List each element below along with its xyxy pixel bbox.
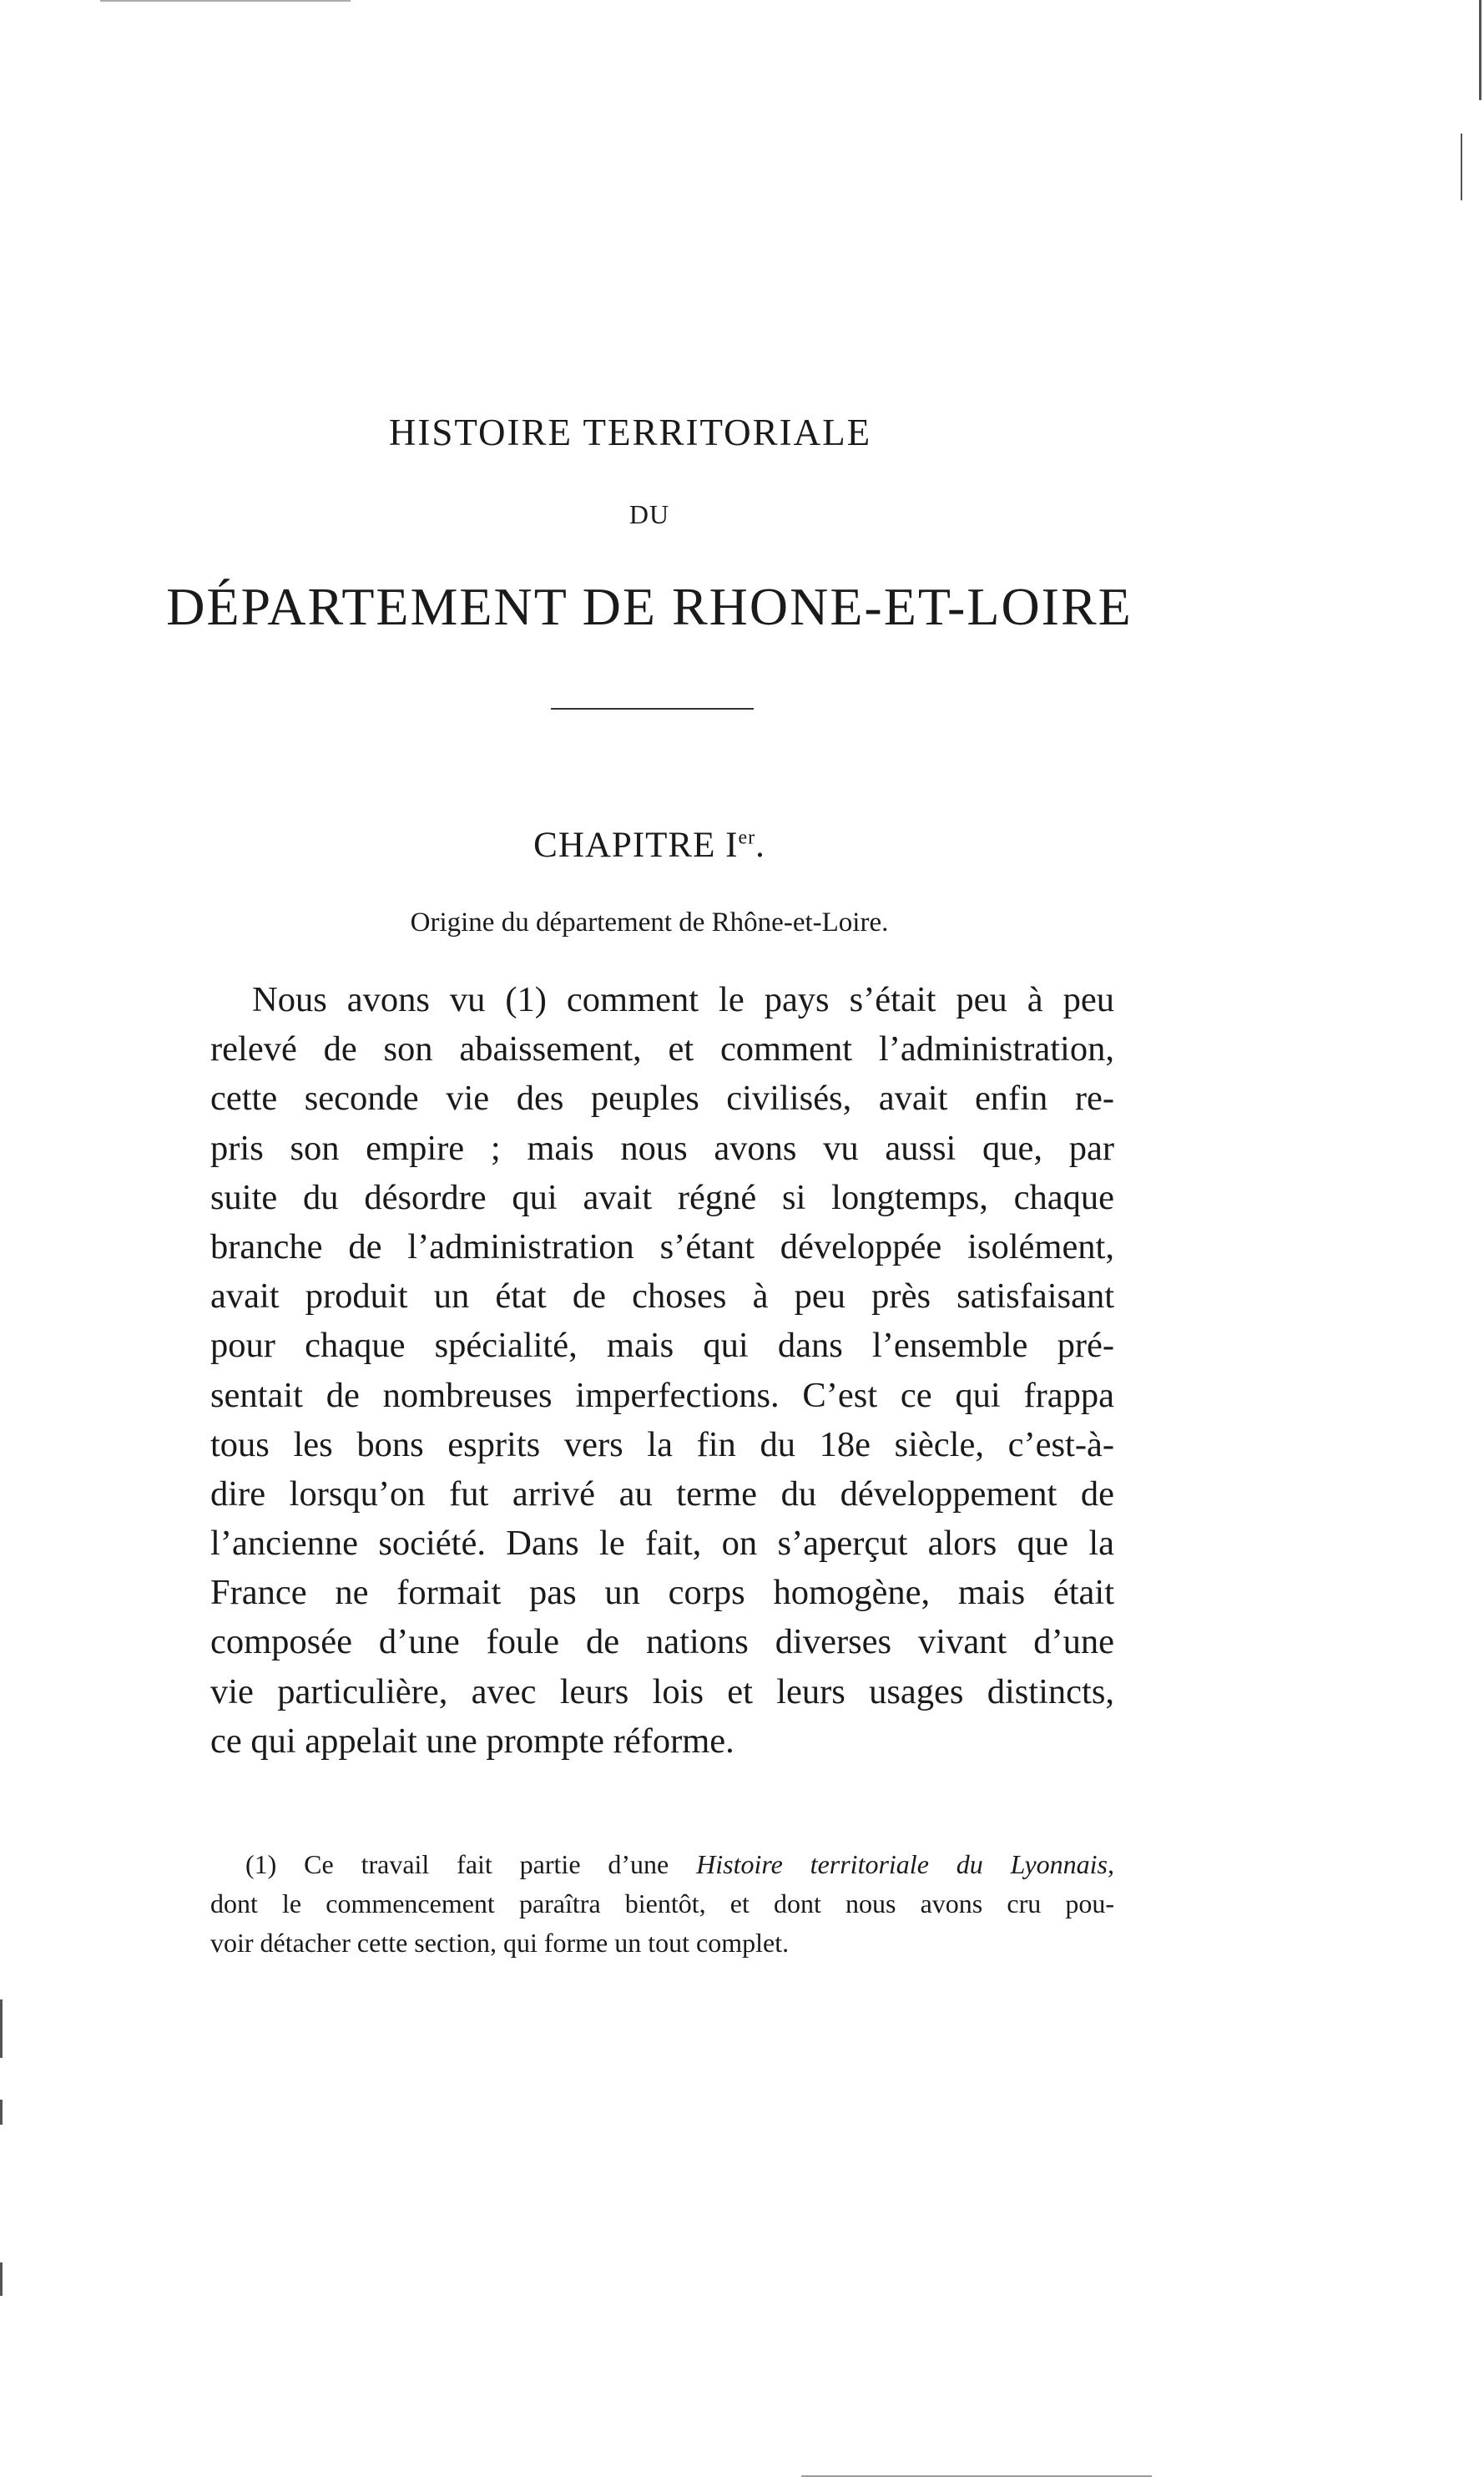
footnote-line: voir détacher cette section, qui forme un tout complet. bbox=[210, 1928, 790, 1958]
body-line: tous les bons esprits vers la fin du 18e siècle, c’est-à- bbox=[210, 1424, 1114, 1464]
scan-mark bbox=[0, 2262, 3, 2296]
scan-mark bbox=[0, 2100, 3, 2125]
body-line: dire lorsqu’on fut arrivé au terme du développement de bbox=[210, 1474, 1114, 1514]
body-line: ce qui appelait une prompte réforme. bbox=[210, 1721, 734, 1761]
body-line: pour chaque spécialité, mais qui dans l’ensemble pré- bbox=[210, 1326, 1114, 1366]
body-line: pris son empire ; mais nous avons vu aussi que, par bbox=[210, 1128, 1114, 1168]
title-line-2: DÉPARTEMENT DE RHONE-ET-LOIRE bbox=[166, 577, 1133, 636]
body-line: avait produit un état de choses à peu près satisfaisant bbox=[210, 1276, 1114, 1317]
title-rule bbox=[551, 708, 754, 710]
title-du: DU bbox=[628, 499, 670, 529]
title-line-1: HISTOIRE TERRITORIALE bbox=[388, 412, 872, 453]
body-line: cette seconde vie des peuples civilisés, avait enfin re- bbox=[210, 1079, 1114, 1119]
footnote bbox=[210, 1845, 1114, 1963]
scan-mark bbox=[1461, 134, 1462, 200]
body-line: Nous avons vu (1) comment le pays s’était peu à peu bbox=[252, 980, 1114, 1019]
body-line: relevé de son abaissement, et comment l’administration, bbox=[210, 1029, 1114, 1069]
chapter-label: CHAPITRE I bbox=[533, 826, 739, 865]
body-line: suite du désordre qui avait régné si longtemps, chaque bbox=[210, 1177, 1114, 1217]
body-line: composée d’une foule de nations diverses vivant d’une bbox=[210, 1622, 1114, 1662]
footnote-line: dont le commencement paraîtra bientôt, et dont nous avons cru pou- bbox=[210, 1888, 1114, 1918]
chapter-label-sup: er bbox=[738, 826, 756, 849]
chapter-subtitle: Origine du département de Rhône-et-Loire. bbox=[410, 907, 889, 938]
body-line: vie particulière, avec leurs lois et leurs usages distincts, bbox=[210, 1671, 1114, 1711]
body-line: sentait de nombreuses imperfections. C’est ce qui frappa bbox=[210, 1375, 1114, 1415]
body-line: l’ancienne société. Dans le fait, on s’aperçut alors que la bbox=[210, 1524, 1114, 1564]
body-line: branche de l’administration s’étant développée isolément, bbox=[210, 1226, 1114, 1266]
body-paragraph bbox=[210, 975, 1114, 1766]
chapter-heading bbox=[0, 825, 1299, 866]
footnote-italic-title: Histoire territoriale du Lyonnais, bbox=[696, 1849, 1115, 1879]
scan-mark bbox=[1479, 0, 1481, 100]
scan-mark bbox=[801, 2475, 1152, 2477]
scan-mark bbox=[100, 0, 351, 2]
footnote-line bbox=[210, 1845, 1114, 1884]
scan-mark bbox=[0, 1999, 3, 2058]
chapter-label-end: . bbox=[755, 826, 765, 865]
body-line: France ne formait pas un corps homogène, mais était bbox=[210, 1573, 1114, 1613]
footnote-line-1-start: (1) Ce travail fait partie d’une bbox=[245, 1849, 697, 1879]
